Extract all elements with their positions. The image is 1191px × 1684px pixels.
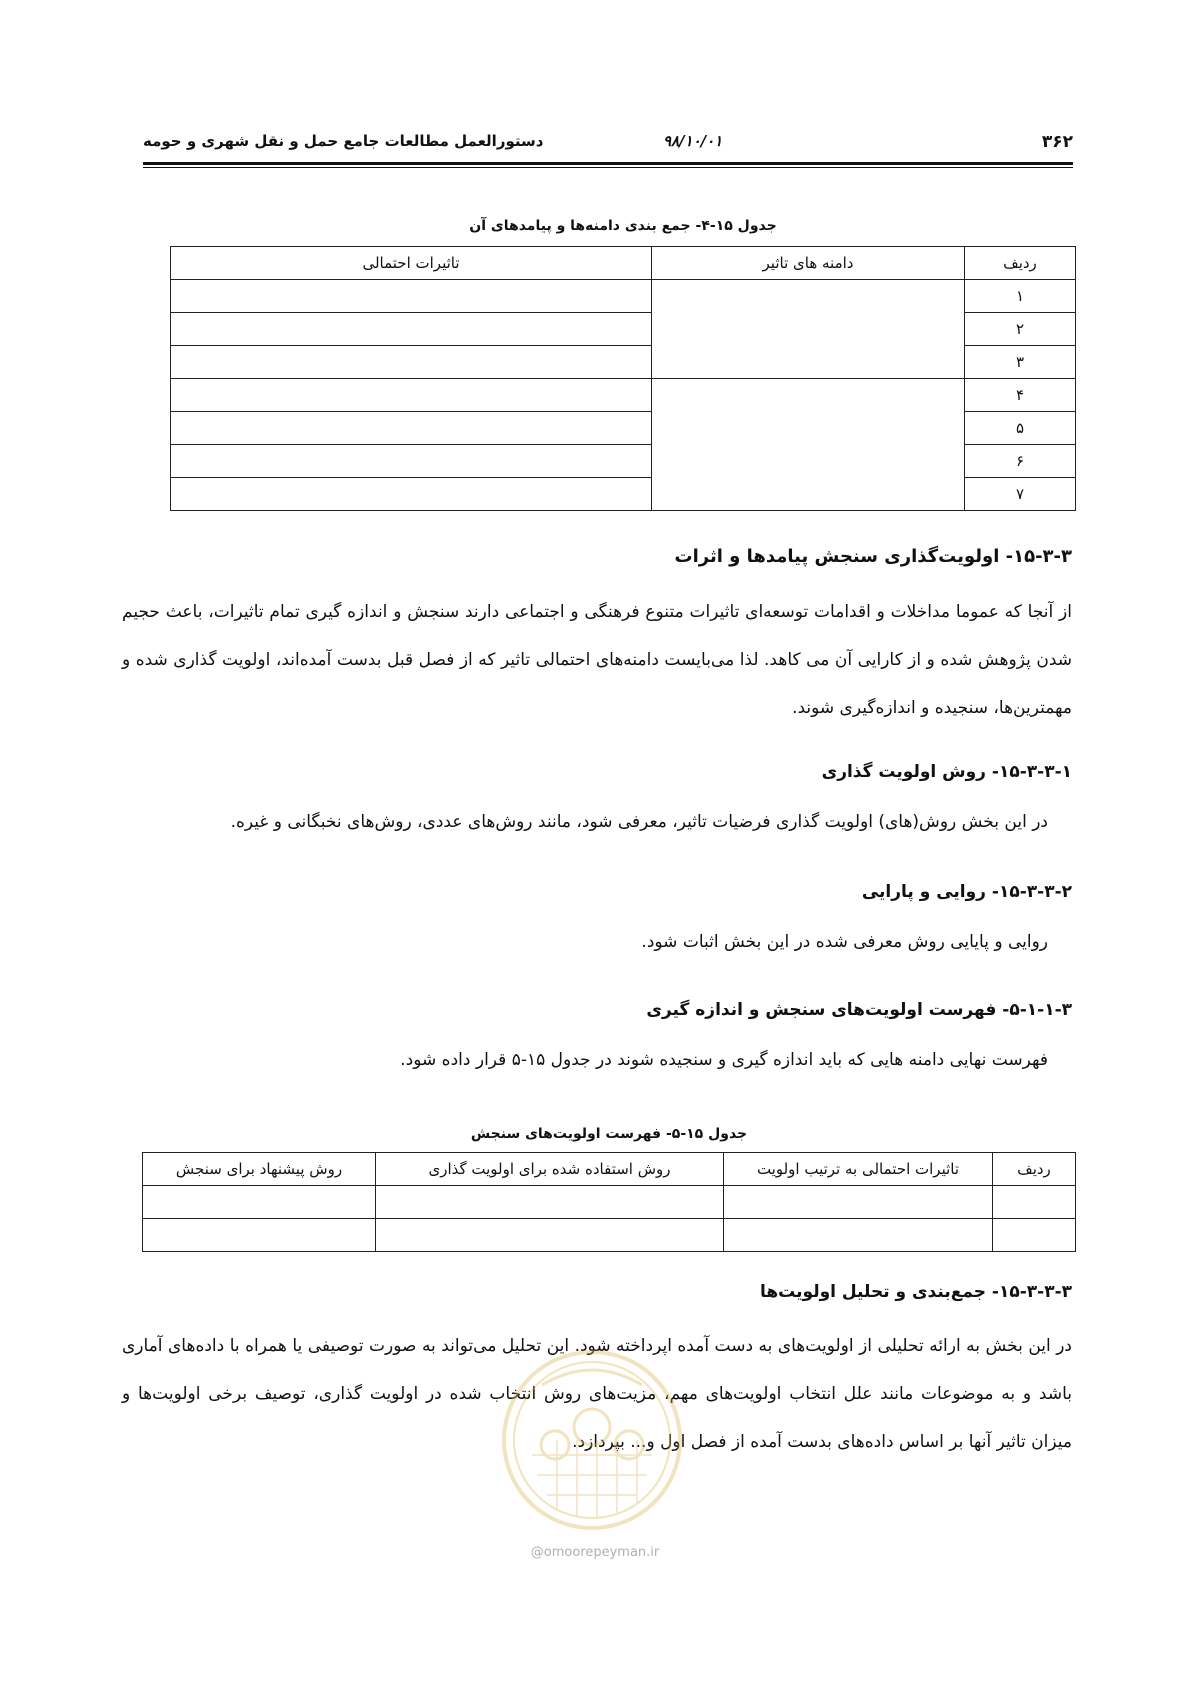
probable-impact-cell xyxy=(171,478,652,511)
subsection-heading: ۱۵-۳-۳-۱- روش اولویت گذاری xyxy=(821,762,1072,782)
impact-domain-cell xyxy=(652,280,965,379)
row-number: ۴ xyxy=(965,379,1076,412)
row-number: ۷ xyxy=(965,478,1076,511)
section-paragraph: در این بخش به ارائه تحلیلی از اولویت‌های به دست آمده اپرداخته شود. این تحلیل می‌تواند به صورت توصیفی یا همراه با داده‌های آماری باشد و به موضوعات مانند علل انتخاب اولویت‌های مهم، مزیت‌های روش انتخاب شده در اولویت گذاری، توصیف برخی اولویت‌ها و میزان تاثیر آنها بر اساس داده‌های بدست آمده از فصل اول و... بپردازد. xyxy=(122,1336,1072,1452)
watermark-site: @omoorepeyman.ir xyxy=(530,1545,660,1560)
impact-domain-cell xyxy=(652,379,965,511)
subsection-heading: ۱۵-۳-۳-۲- روایی و پارایی xyxy=(861,882,1072,902)
table-row xyxy=(171,379,1076,412)
header-rule-thick xyxy=(143,162,1073,165)
table2-header-cell: روش استفاده شده برای اولویت گذاری xyxy=(376,1153,724,1186)
table-row xyxy=(143,1186,1076,1219)
section-heading: ۱۵-۳-۳- اولویت‌گذاری سنجش پیامدها و اثرات xyxy=(674,546,1072,567)
table2-header-cell: روش پیشنهاد برای سنجش xyxy=(143,1153,376,1186)
table1-header-cell: دامنه های تاثیر xyxy=(652,247,965,280)
row-number: ۱ xyxy=(965,280,1076,313)
row-number: ۲ xyxy=(965,313,1076,346)
table-row xyxy=(171,280,1076,313)
row-number: ۳ xyxy=(965,346,1076,379)
table1-caption: جدول ۱۵-۴- جمع بندی دامنه‌ها و پیامدهای آن xyxy=(469,218,777,234)
page-header xyxy=(143,128,1073,158)
table2 xyxy=(142,1152,1076,1252)
subsection-text: روایی و پایایی روش معرفی شده در این بخش اثبات شود. xyxy=(641,932,1048,952)
table1 xyxy=(170,246,1076,511)
page-number: ۳۶۲ xyxy=(1041,132,1073,152)
probable-impact-cell xyxy=(171,379,652,412)
subsection-text: فهرست نهایی دامنه هایی که باید اندازه گیری و سنجیده شوند در جدول ۱۵-۵ قرار داده شود. xyxy=(400,1050,1048,1070)
table2-caption: جدول ۱۵-۵- فهرست اولویت‌های سنجش xyxy=(470,1126,748,1142)
section-paragraph: از آنجا که عموما مداخلات و اقدامات توسعه‌ای تاثیرات متنوع فرهنگی و اجتماعی دارند سنجش و اندازه گیری تمام تاثیرات، باعث حجیم شدن پژوهش شده و از کارایی آن می کاهد. لذا می‌بایست دامنه‌های احتمالی تاثیر که از فصل قبل بدست آمده‌اند، اولویت گذاری شده و مهمترین‌ها، سنجیده و اندازه‌گیری شوند. xyxy=(122,602,1072,718)
subsection-text: در این بخش روش(های) اولویت گذاری فرضیات تاثیر، معرفی شود، مانند روش‌های عددی، روش‌های نخبگانی و غیره. xyxy=(230,812,1048,832)
table1-header-cell: تاثیرات احتمالی xyxy=(171,247,652,280)
table1-header-row xyxy=(171,247,1076,280)
table2-header-row xyxy=(143,1153,1076,1186)
probable-impact-cell xyxy=(171,313,652,346)
header-date: ۹۸/۱۰/۰۱ xyxy=(663,132,723,150)
probable-impact-cell xyxy=(171,445,652,478)
table-row xyxy=(143,1219,1076,1252)
probable-impact-cell xyxy=(171,412,652,445)
probable-impact-cell xyxy=(171,346,652,379)
table2-header-cell: تاثیرات احتمالی به ترتیب اولویت xyxy=(724,1153,993,1186)
header-rule-thin xyxy=(143,167,1073,168)
subsection-heading: ۱۵-۳-۳-۳- جمع‌بندی و تحلیل اولویت‌ها xyxy=(759,1282,1072,1302)
header-title: دستورالعمل مطالعات جامع حمل و نقل شهری و حومه xyxy=(143,132,544,150)
subsection-heading: ۵-۱-۱-۳- فهرست اولویت‌های سنجش و اندازه گیری xyxy=(646,1000,1072,1020)
row-number: ۶ xyxy=(965,445,1076,478)
row-number: ۵ xyxy=(965,412,1076,445)
probable-impact-cell xyxy=(171,280,652,313)
watermark-logo xyxy=(497,1345,687,1535)
table1-header-cell: ردیف xyxy=(965,247,1076,280)
table2-header-cell: ردیف xyxy=(993,1153,1076,1186)
